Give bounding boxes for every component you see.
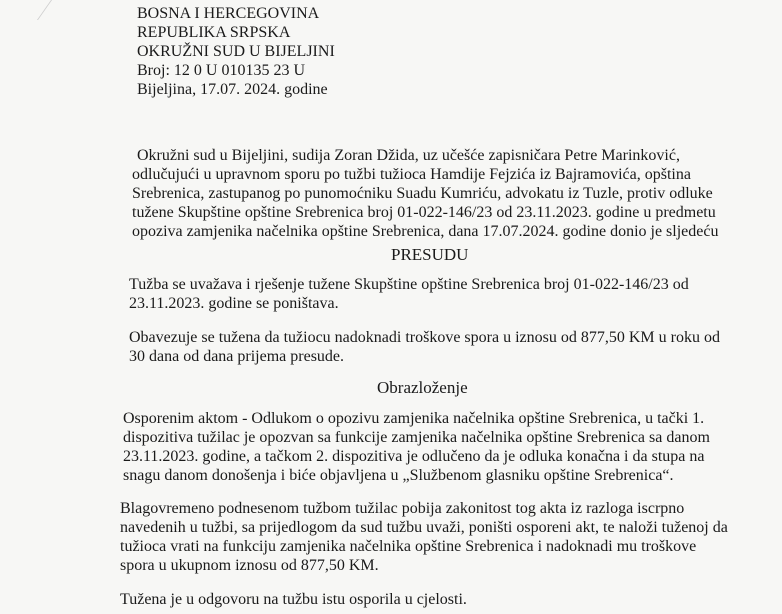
reason-line: 23.11.2023. godine, a tačkom 2. dispozitiva je odlučeno da je odluka konačna i da stupa na (123, 448, 705, 465)
intro-line: Okružni sud u Bijeljini, sudija Zoran Džida, uz učešće zapisničara Petre Marinković, (137, 147, 680, 164)
intro-line: Srebrenica, zastupanog po punomoćniku Suadu Kumriću, advokatu iz Tuzle, protiv odluke (132, 185, 713, 202)
intro-line: tužene Skupštine opštine Srebrenica broj 01-022-146/23 od 23.11.2023. godine u predmetu (132, 204, 716, 221)
header-entity: REPUBLIKA SRPSKA (137, 24, 291, 41)
paper-fold-mark (37, 0, 80, 20)
intro-line: opoziva zamjenika načelnika opštine Srebrenica, dana 17.07.2024. godine donio je sljedeću (132, 223, 719, 240)
intro-line: odlučujući u upravnom sporu po tužbi tužioca Hamdije Fejzića iz Bajramovića, opština (132, 166, 691, 183)
header-date: Bijeljina, 17.07. 2024. godine (137, 81, 328, 98)
reason-line: dispozitiva tužilac je opozvan sa funkcije zamjenika načelnika opštine Srebrenica sa danom (123, 429, 710, 446)
header-country: BOSNA I HERCEGOVINA (137, 5, 320, 22)
reason-line: Blagovremeno podnesenom tužbom tužilac pobija zakonitost tog akta iz razloga iscrpno (120, 500, 685, 517)
obrazlozenje-heading: Obrazloženje (377, 378, 468, 397)
reason-line: Tužena je u odgovoru na tužbu istu osporila u cjelosti. (120, 591, 467, 608)
reason-line: tužioca vrati na funkciju zamjenika načelnika opštine Srebrenica i nadoknadi mu troškove (120, 538, 697, 555)
reason-line: Osporenim aktom - Odlukom o opozivu zamjenika načelnika opštine Srebrenica, u tački 1. (123, 410, 705, 427)
verdict-line: 23.11.2023. godine se poništava. (129, 295, 339, 312)
reason-line: navedenih u tužbi, sa prijedlogom da sud tužbu uvaži, poništi osporeni akt, te naloži tuženoj da (120, 519, 728, 536)
header-court: OKRUŽNI SUD U BIJELJINI (137, 43, 335, 60)
presudu-heading: PRESUDU (391, 245, 469, 264)
verdict-line: Tužba se uvažava i rješenje tužene Skupštine opštine Srebrenica broj 01-022-146/23 od (129, 276, 689, 293)
reason-line: snagu danom donošenja i biće objavljena u „Službenom glasniku opštine Srebrenica“. (123, 467, 674, 484)
reason-line: spora u ukupnom iznosu od 877,50 KM. (120, 557, 379, 574)
verdict-line: Obavezuje se tužena da tužiocu nadoknadi troškove spora u iznosu od 877,50 KM u roku od (129, 329, 720, 346)
verdict-line: 30 dana od dana prijema presude. (129, 348, 345, 365)
court-header (137, 4, 335, 99)
header-case-number: Broj: 12 0 U 010135 23 U (137, 62, 305, 79)
